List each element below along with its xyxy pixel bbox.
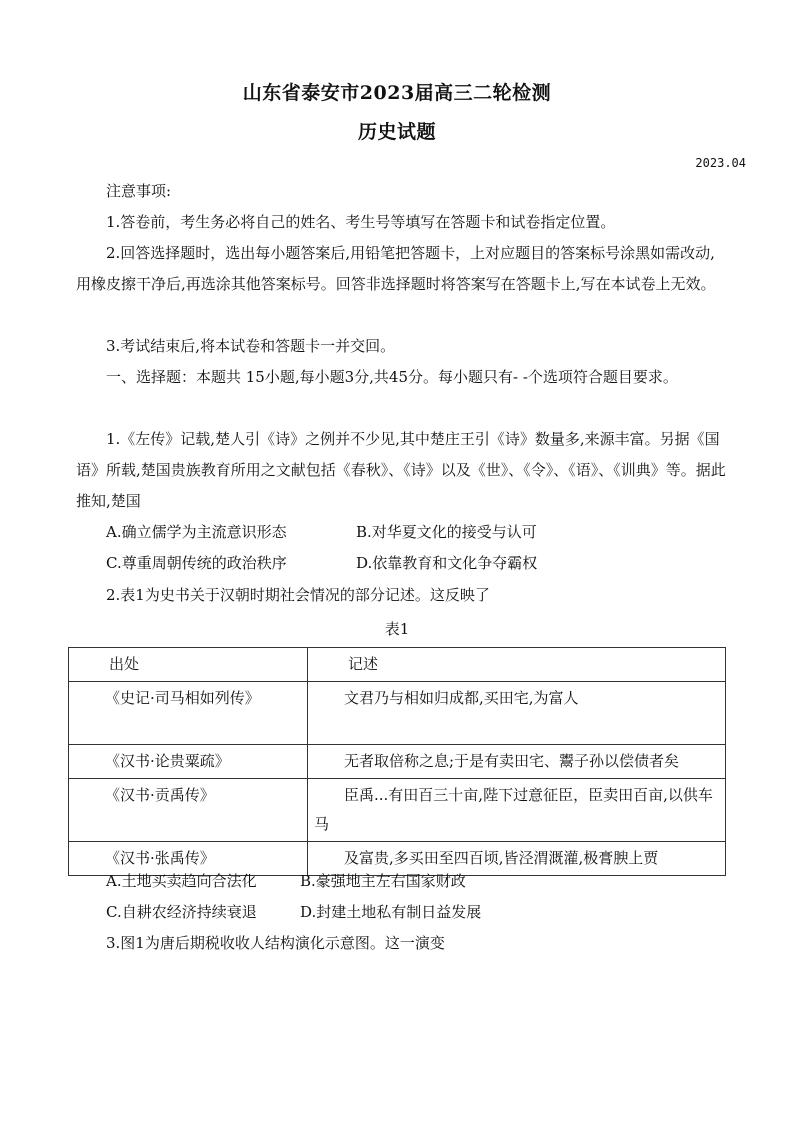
subject-title: 历史试题	[357, 121, 436, 143]
table-header-row	[69, 648, 726, 682]
notice-item-3: 3.考试结束后,将本试卷和答题卡一并交回。	[106, 337, 396, 355]
table-cell-source: 《史记·司马相如列传》	[69, 682, 308, 745]
question-1-stem: 1.《左传》记载,楚人引《诗》之例并不少见,其中楚庄王引《诗》数量多,来源丰富。另据《国语》所载,楚国贵族教育所用之文献包括《春秋》、《诗》以及《世》、《令》、《语》、《训典》等。据此推知,楚国	[76, 430, 726, 510]
table-cell-source: 《汉书·贡禹传》	[69, 779, 308, 842]
table-cell-record: 臣禹...有田百三十亩,陛下过意征臣，臣卖田百亩,以供车马	[308, 779, 726, 842]
table-cell-source: 《汉书·论贵粟疏》	[69, 745, 308, 779]
notice-heading: 注意事项:	[106, 182, 172, 200]
table-header-source: 出处	[69, 648, 308, 682]
table-cell-record: 及富贵,多买田至四百顷,皆泾渭溉灌,极膏腴上贾	[308, 842, 726, 876]
q2-option-a: A.土地买卖趋向合法化	[106, 872, 257, 890]
table-header-record: 记述	[308, 648, 726, 682]
table-caption: 表1	[384, 620, 410, 638]
q1-option-a: A.确立儒学为主流意识形态	[106, 523, 287, 541]
notice-item-1: 1.答卷前，考生务必将自己的姓名、考生号等填写在答题卡和试卷指定位置。	[106, 213, 616, 231]
table-cell-record: 无者取倍称之息;于是有卖田宅、鬻子孙以偿债者矣	[308, 745, 726, 779]
exam-date: 2023.04	[695, 156, 746, 170]
table-row	[69, 682, 726, 745]
exam-title: 山东省泰安市2023届高三二轮检测	[242, 82, 552, 104]
q1-option-b: B.对华夏文化的接受与认可	[356, 523, 537, 541]
q2-option-d: D.封建土地私有制日益发展	[300, 903, 482, 921]
question-3-stem: 3.图1为唐后期税收收人结构演化示意图。这一演变	[106, 934, 445, 952]
q1-option-c: C.尊重周朝传统的政治秩序	[106, 554, 287, 572]
q2-option-b: B.豪强地主左右国家财政	[300, 872, 466, 890]
table-row	[69, 745, 726, 779]
section-heading: 一、选择题：本题共 15小题,每小题3分,共45分。每小题只有- -个选项符合题目要求。	[106, 368, 678, 386]
table-cell-record: 文君乃与相如归成都,买田宅,为富人	[308, 682, 726, 745]
q2-option-c: C.自耕农经济持续衰退	[106, 903, 257, 921]
notice-item-2: 2.回答选择题时，选出每小题答案后,用铅笔把答题卡，上对应题目的答案标号涂黑如需改动,用橡皮擦干净后,再选涂其他答案标号。回答非选择题时将答案写在答题卡上,写在本试卷上无效。	[76, 244, 716, 293]
question-2-stem: 2.表1为史书关于汉朝时期社会情况的部分记述。这反映了	[106, 586, 490, 604]
q1-option-d: D.依靠教育和文化争夺霸权	[356, 554, 538, 572]
table-cell-source: 《汉书·张禹传》	[69, 842, 308, 876]
history-table	[68, 647, 726, 876]
table-row	[69, 779, 726, 842]
